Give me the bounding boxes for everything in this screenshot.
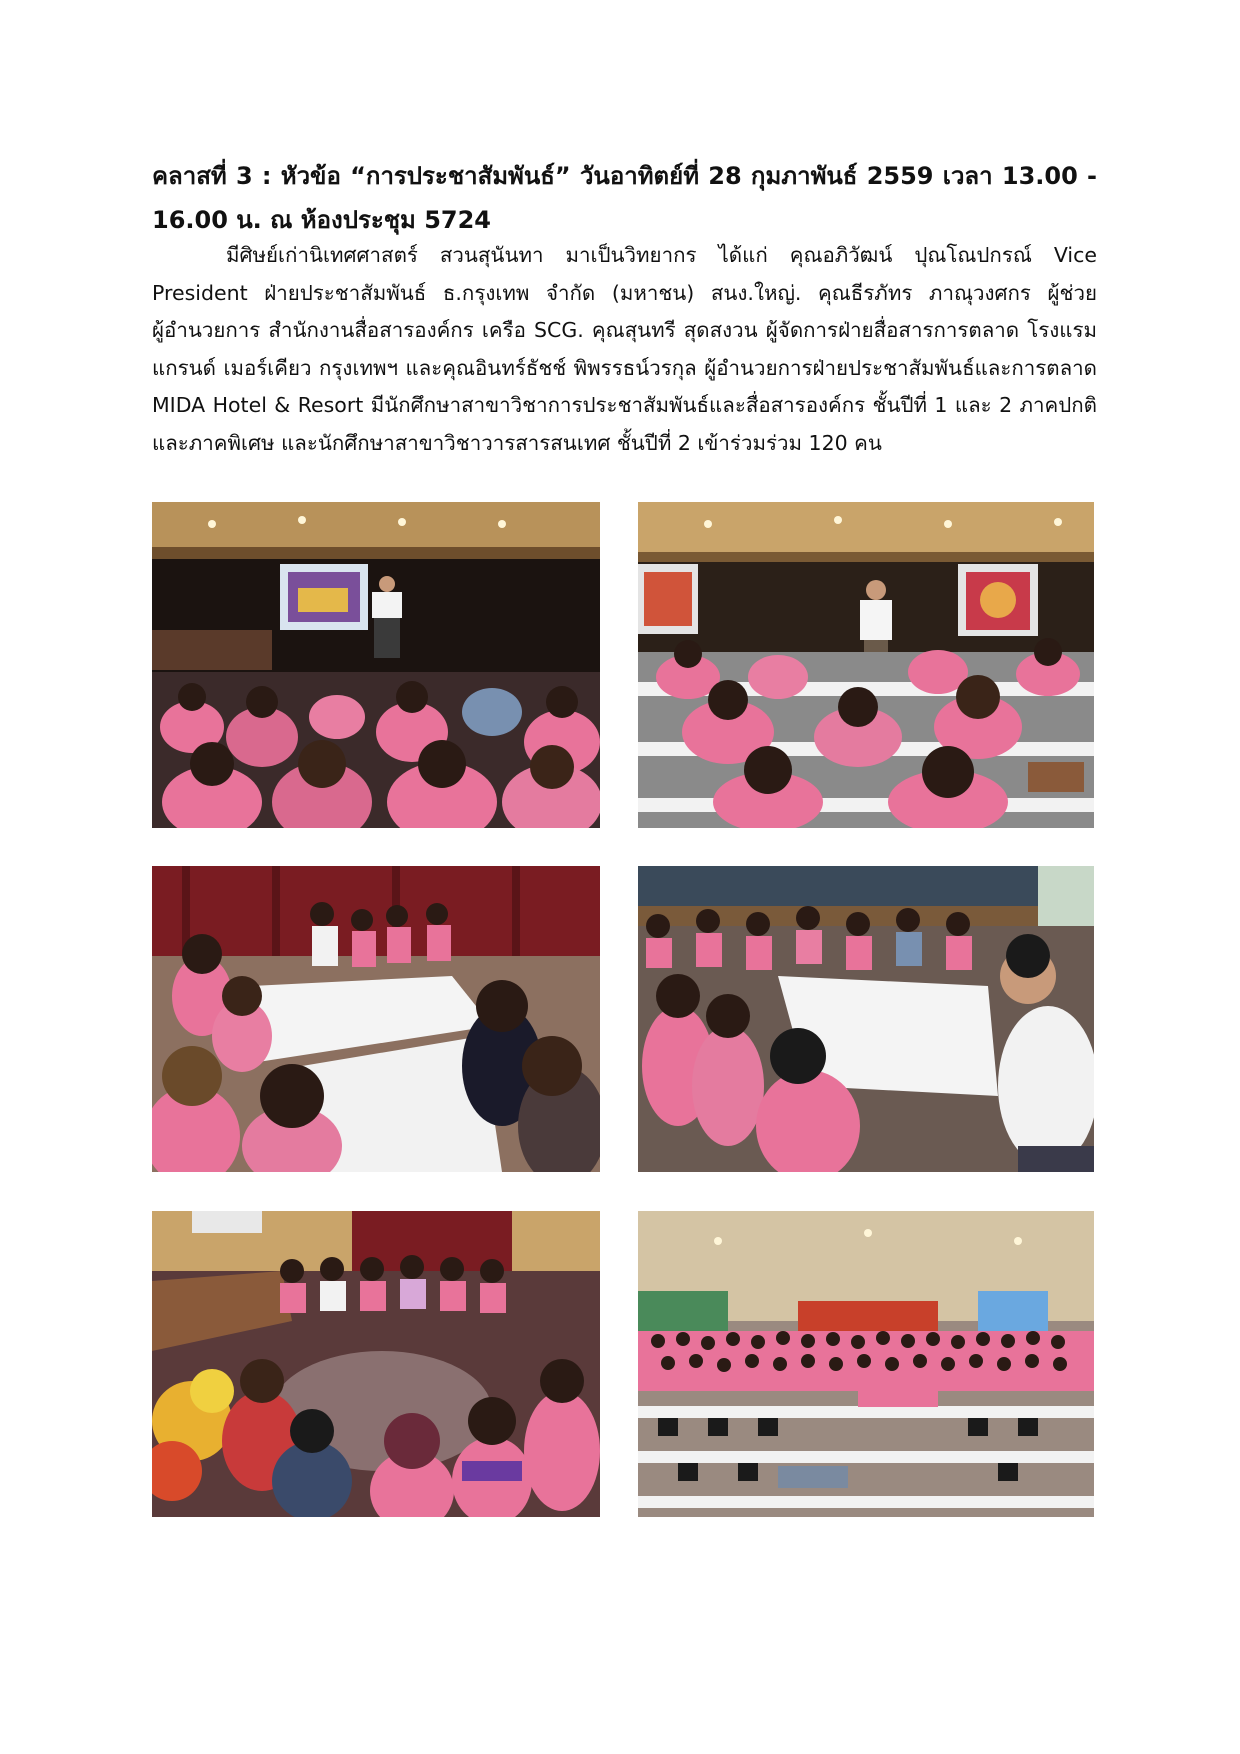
heading-line-2: 16.00 น. ณ ห้องประชุม 5724 xyxy=(152,206,491,234)
paragraph-line: MIDA Hotel & Resort มีนักศึกษาสาขาวิชาการประชาสัมพันธ์และสื่อสารองค์กร ชั้นปีที่ 1 และ 2 ภาคปกติ xyxy=(152,393,1097,418)
photo-group-discussion-2 xyxy=(638,866,1094,1172)
photo-group-photo xyxy=(638,1211,1094,1517)
paragraph-line: แกรนด์ เมอร์เคียว กรุงเทพฯ และคุณอินทร์ธัชช์ พิพรรธน์วรกุล ผู้อำนวยการฝ่ายประชาสัมพันธ์และการตลาด xyxy=(152,355,1097,380)
class-heading xyxy=(152,154,1097,242)
photo-group-discussion-1 xyxy=(152,866,600,1172)
photo-lecture-audience xyxy=(152,502,600,828)
heading-line-1: คลาสที่ 3 : หัวข้อ “การประชาสัมพันธ์” วันอาทิตย์ที่ 28 กุมภาพันธ์ 2559 เวลา 13.00 - xyxy=(152,162,1097,190)
paragraph-line: President ฝ่ายประชาสัมพันธ์ ธ.กรุงเทพ จำกัด (มหาชน) สนง.ใหญ่. คุณธีรภัทร ภาณุวงศกร ผู้ช่วย xyxy=(152,280,1097,305)
paragraph-line: ผู้อำนวยการ สำนักงานสื่อสารองค์กร เครือ SCG. คุณสุนทรี สุดสงวน ผู้จัดการฝ่ายสื่อสารการตลาด โรงแรม xyxy=(152,318,1097,343)
paragraph-line: และภาคพิเศษ และนักศึกษาสาขาวิชาวารสารสนเทศ ชั้นปีที่ 2 เข้าร่วมร่วม 120 คน xyxy=(152,430,882,455)
photo-speaker-microphone xyxy=(638,502,1094,828)
paragraph-line: มีศิษย์เก่านิเทศศาสตร์ สวนสุนันทา มาเป็นวิทยากร ได้แก่ คุณอภิวัฒน์ ปุณโณปกรณ์ Vice xyxy=(226,243,1097,267)
photo-floor-circle xyxy=(152,1211,600,1517)
description-paragraph xyxy=(152,237,1097,463)
